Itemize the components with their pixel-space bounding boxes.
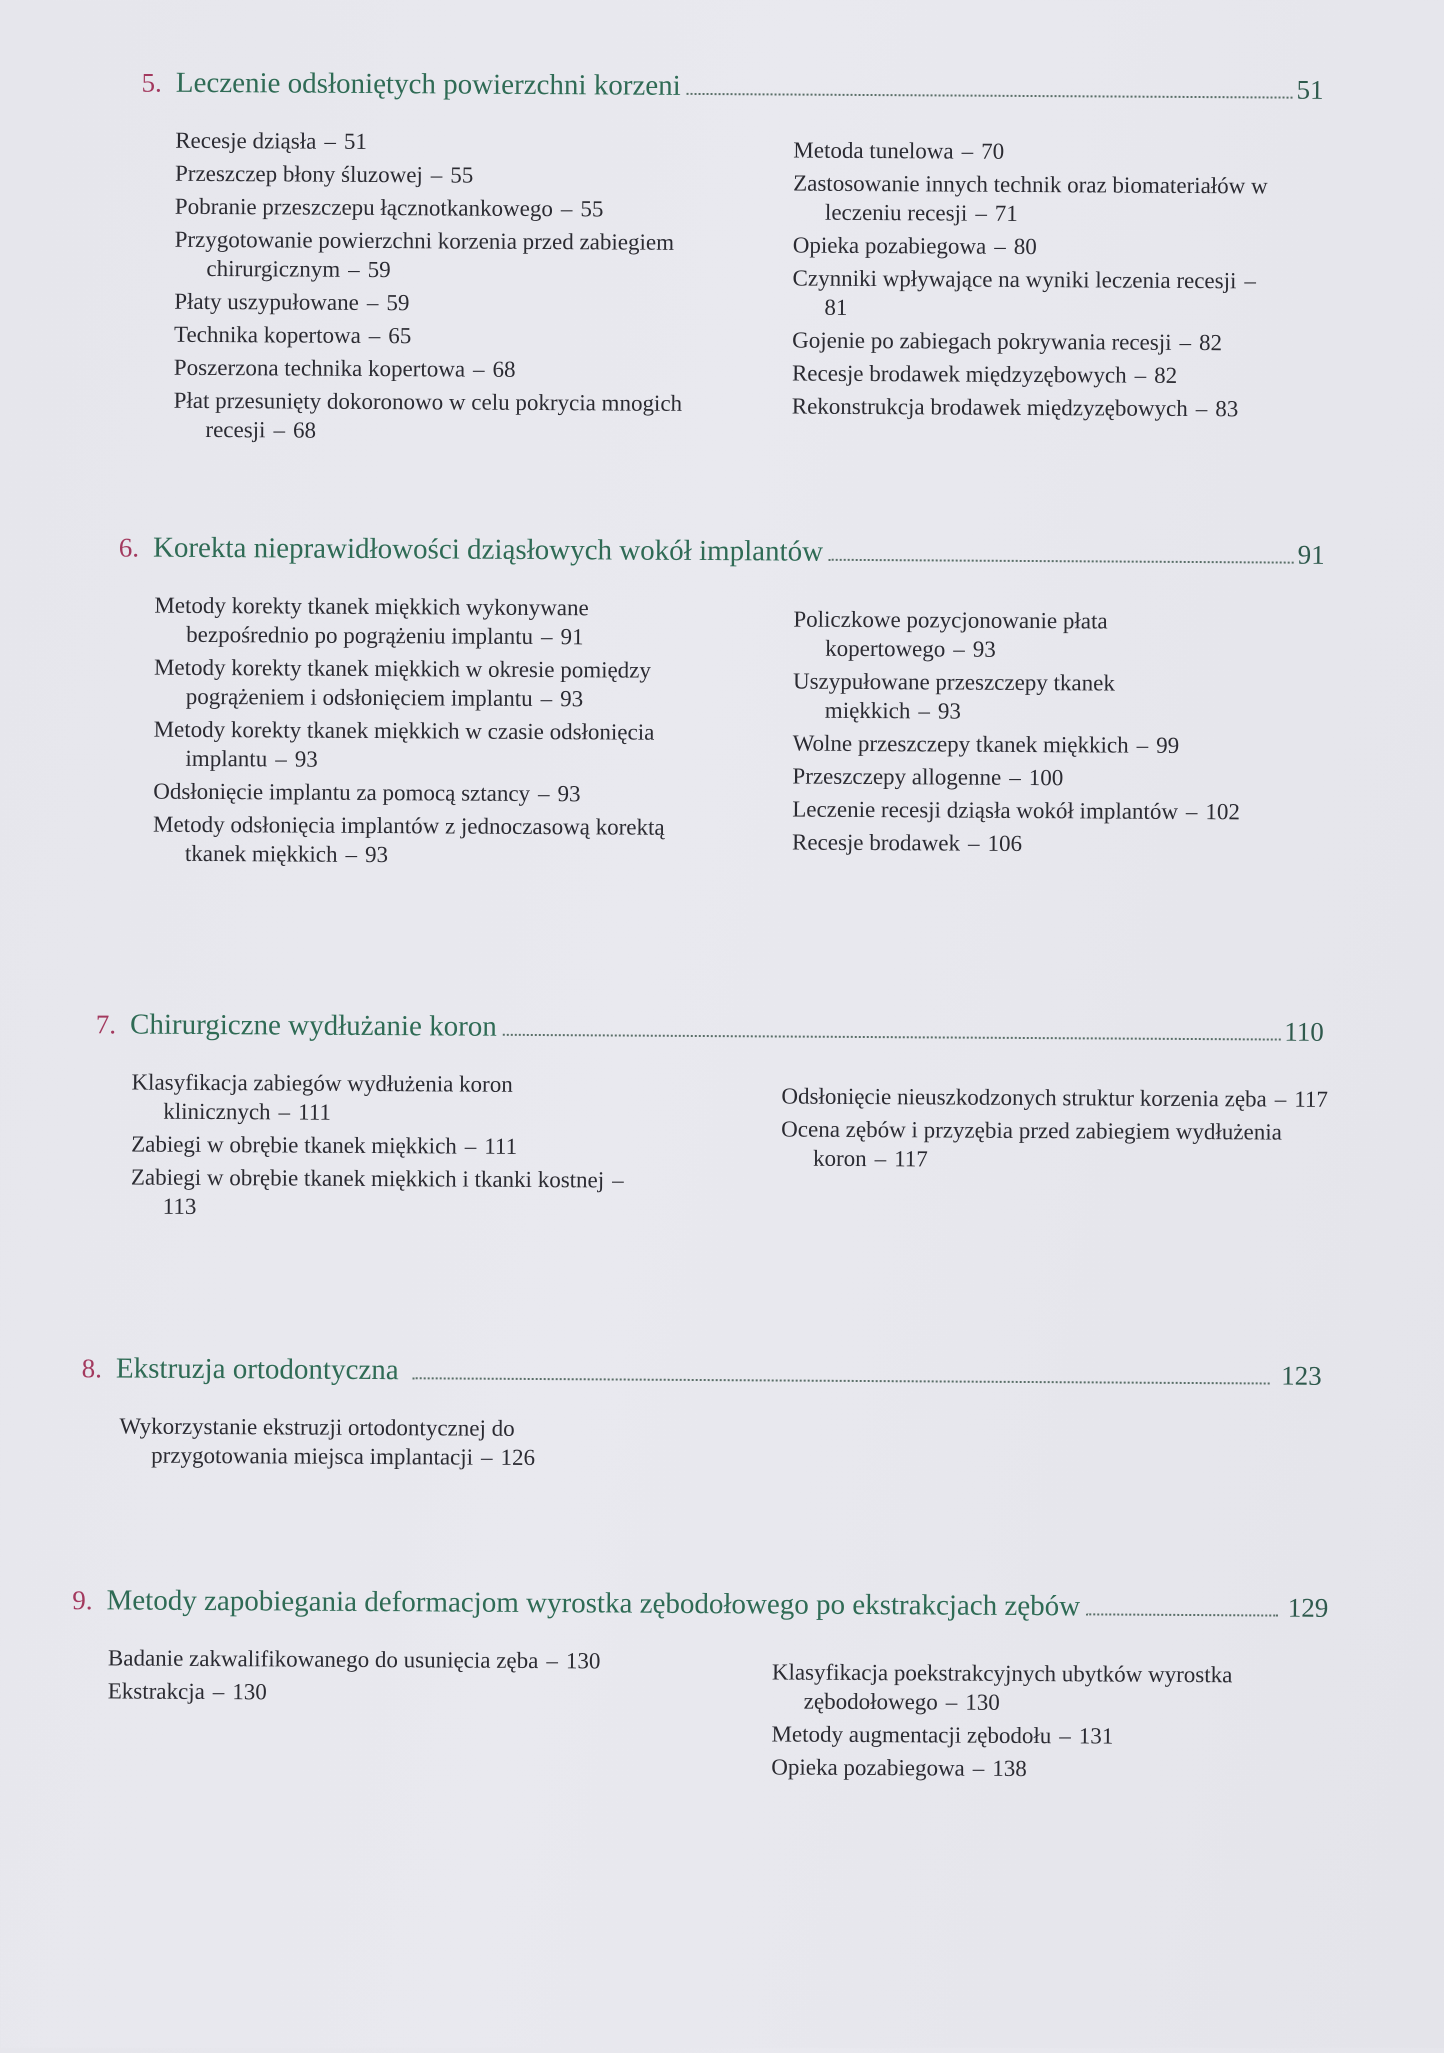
chapter-page-number: 51 [1296,74,1324,105]
left-column [81,1411,769,1477]
toc-entry: Opieka pozabiegowa – 80 [792,232,1037,260]
chapter-page-number: 123 [1281,1360,1322,1391]
chapter-5 [139,67,1323,455]
chapter-page-number: 129 [1287,1592,1329,1623]
dot-leader [503,1033,1281,1041]
chapter-page-number: 110 [1284,1016,1324,1047]
toc-entry: Metody korekty tkanek miękkich w czasie odsłonięcia implantu – 93 [153,716,655,772]
chapter-heading [72,1584,1328,1625]
toc-entry: Zabiegi w obrębie tkanek miękkich i tkanki kostnej –113 [130,1164,624,1219]
toc-entry: Poszerzona technika kopertowa – 68 [173,354,516,382]
chapter-heading [119,531,1325,571]
toc-entry: Pobranie przeszczepu łącznotkankowego – 55 [174,193,604,222]
chapter-9 [71,1584,1328,1789]
chapter-heading [82,1352,1322,1393]
toc-entry: Zastosowanie innych technik oraz biomateriałów w leczeniu recesji – 71 [793,170,1268,226]
toc-entry: Metody korekty tkanek miękkich w okresie pomiędzy pogrążeniem i odsłonięciem implantu – 93 [153,654,652,712]
toc-entry: Wolne przeszczepy tkanek miękkich – 99 [792,730,1180,758]
left-column [95,1067,782,1228]
toc-entry: Płaty uszypułowane – 59 [174,288,410,316]
toc-entry: Czynniki wpływające na wyniki leczenia recesji –81 [792,265,1256,320]
toc-entry: Metoda tunelowa – 70 [793,137,1005,164]
toc-entry: Metody korekty tkanek miękkich wykonywane bezpośrednio po pogrążeniu implantu – 91 [154,592,589,650]
toc-entry: Metody odsłonięcia implantów z jednoczasową korektą tkanek miękkich – 93 [152,811,665,868]
toc-entry: Policzkowe pozycjonowanie płata kopertowego – 93 [793,606,1108,662]
toc-entry: Recesje dziąsła – 51 [175,127,367,154]
chapter-title: Korekta nieprawidłowości dziąsłowych wokół implantów [152,531,824,568]
toc-entry: Leczenie recesji dziąsła wokół implantów – 102 [792,796,1241,825]
chapter-8 [81,1352,1322,1481]
chapter-number: 5. [141,67,162,98]
chapter-title: Ekstruzja ortodontyczna [115,1352,399,1387]
toc-entry: Rekonstrukcja brodawek międzyzębowych – 83 [791,393,1239,422]
chapter-title: Metody zapobiegania deformacjom wyrostka zębodołowego po ekstrakcjach zębów [106,1584,1081,1623]
toc-entry: Przygotowanie powierzchni korzenia przed zabiegiem chirurgicznym – 59 [174,226,675,283]
toc-entry: Ekstrakcja – 130 [107,1678,267,1705]
right-column [792,595,1325,879]
dot-leader [687,92,1293,99]
toc-entry: Metody augmentacji zębodołu – 131 [771,1721,1114,1749]
toc-entry: Recesje brodawek międzyzębowych – 82 [791,360,1178,388]
toc-entry: Przeszczep błony śluzowej – 55 [174,160,474,188]
toc-entry: Wykorzystanie ekstruzji ortodontycznej do przygotowania miejsca implantacji – 126 [119,1413,536,1471]
toc-entry: Recesje brodawek – 106 [791,829,1023,856]
left-column [71,1643,772,1785]
toc-entry: Odsłonięcie implantu za pomocą sztancy – 93 [153,778,581,807]
chapter-title: Leczenie odsłoniętych powierzchni korzeni [175,66,681,102]
chapter-number: 9. [72,1585,93,1616]
dot-leader [829,558,1294,564]
chapter-number: 6. [118,532,140,563]
toc-entry: Klasyfikacja poekstrakcyjnych ubytków wyrostka zębodołowego – 130 [771,1659,1233,1715]
toc-entry: Opieka pozabiegowa – 138 [771,1754,1027,1782]
toc-entry: Technika kopertowa – 65 [173,321,412,349]
chapter-number: 7. [95,1009,117,1040]
chapter-title: Chirurgiczne wydłużanie koron [129,1008,497,1043]
dot-leader [413,1376,1270,1384]
right-column [771,1647,1328,1788]
toc-entry: Zabiegi w obrębie tkanek miękkich – 111 [131,1131,518,1159]
chapter-heading [141,67,1323,107]
chapter-number: 8. [81,1353,103,1384]
toc-entry: Ocena zębów i przyzębia przed zabiegiem wydłużenia koron – 117 [781,1116,1282,1172]
chapter-page-number: 91 [1297,539,1325,570]
chapter-heading [96,1008,1324,1049]
toc-entry: Badanie zakwalifikowanego do usunięcia zęba – 130 [107,1645,601,1674]
toc-entry: Klasyfikacja zabiegów wydłużenia koron klinicznych – 111 [131,1069,513,1125]
toc-entry: Uszypułowane przeszczepy tkanek miękkich – 93 [792,668,1115,724]
toc-entry: Przeszczepy allogenne – 100 [792,763,1064,791]
left-column [139,126,793,452]
dot-leader [1086,1612,1278,1616]
left-column [117,590,794,875]
toc-entry: Odsłonięcie nieuszkodzonych struktur korzenia zęba – 117 [781,1083,1329,1112]
toc-entry: Płat przesunięty dokoronowo w celu pokrycia mnogich recesji – 68 [173,387,683,443]
right-column [792,130,1324,455]
right-column [781,1071,1329,1231]
chapter-6 [117,531,1325,878]
chapter-7 [95,1008,1329,1231]
toc-entry: Gojenie po zabiegach pokrywania recesji – 82 [792,327,1223,356]
